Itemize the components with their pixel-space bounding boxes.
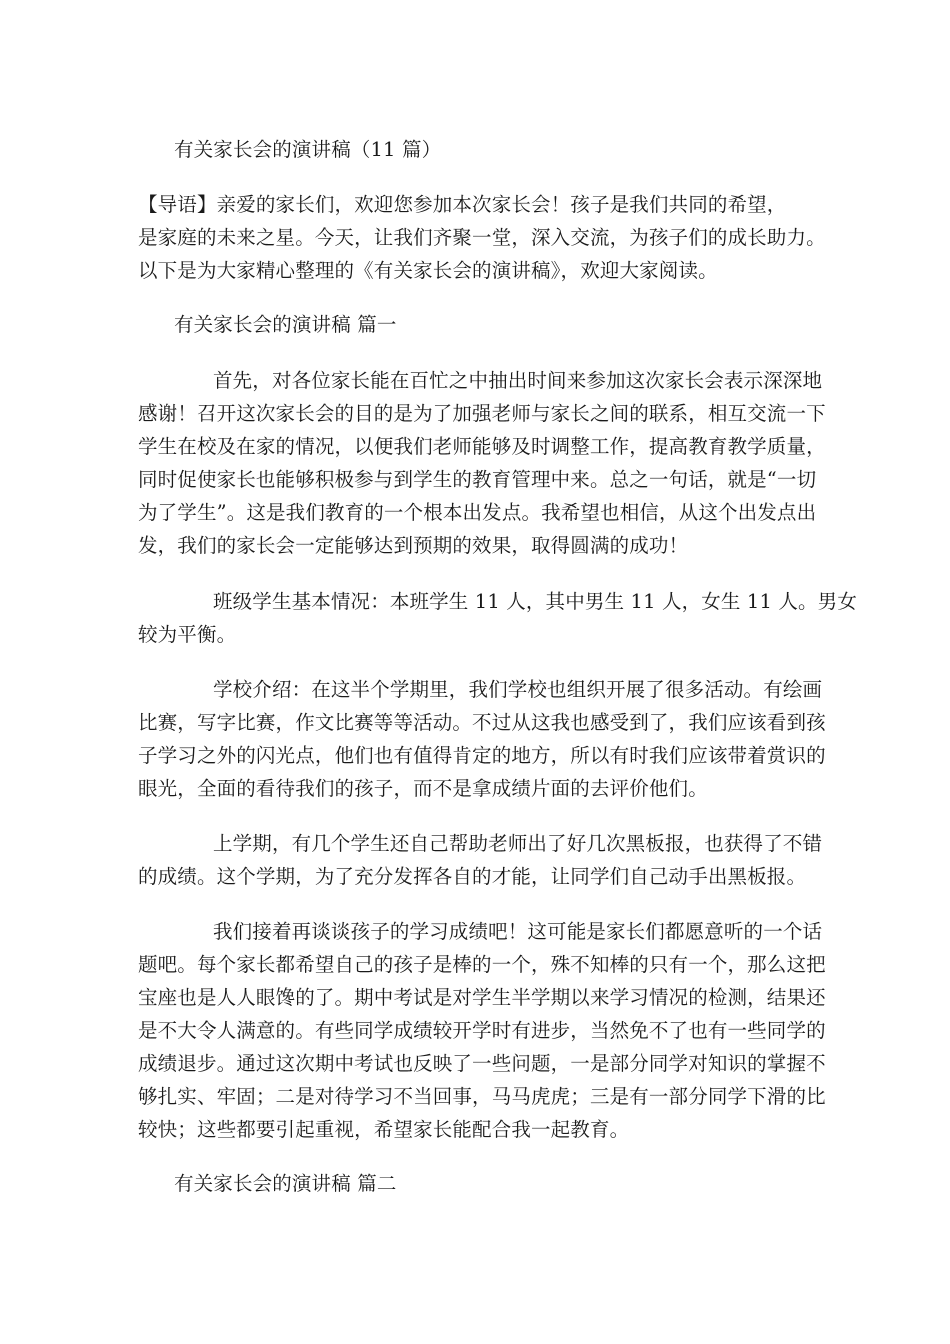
- paragraph-line: 我们接着再谈谈孩子的学习成绩吧！这可能是家长们都愿意听的一个话: [213, 920, 823, 943]
- paragraph-line: 发，我们的家长会一定能够达到预期的效果，取得圆满的成功！: [138, 534, 689, 557]
- paragraph-line: 学生在校及在家的情况，以便我们老师能够及时调整工作，提高教育教学质量，: [138, 435, 826, 458]
- paragraph-line: 比赛，写字比赛，作文比赛等等活动。不过从这我也感受到了，我们应该看到孩: [138, 711, 826, 734]
- paragraph-line: 的成绩。这个学期，为了充分发挥各自的才能，让同学们自己动手出黑板报。: [138, 865, 807, 888]
- paragraph-line: 较快；这些都要引起重视，希望家长能配合我一起教育。: [138, 1118, 630, 1141]
- section-heading-1: 有关家长会的演讲稿 篇一: [174, 313, 397, 336]
- paragraph-line: 首先，对各位家长能在百忙之中抽出时间来参加这次家长会表示深深地: [213, 369, 823, 392]
- paragraph-line: 感谢！召开这次家长会的目的是为了加强老师与家长之间的联系，相互交流一下: [138, 402, 826, 425]
- paragraph-line: 班级学生基本情况：本班学生 11 人，其中男生 11 人，女生 11 人。男女: [213, 590, 857, 613]
- paragraph-line: 够扎实、牢固；二是对待学习不当回事，马马虎虎；三是有一部分同学下滑的比: [138, 1085, 826, 1108]
- paragraph-line: 宝座也是人人眼馋的了。期中考试是对学生半学期以来学习情况的检测，结果还: [138, 986, 826, 1009]
- paragraph-line: 眼光，全面的看待我们的孩子，而不是拿成绩片面的去评价他们。: [138, 777, 708, 800]
- document-title: 有关家长会的演讲稿（11 篇）: [174, 138, 442, 161]
- paragraph-line: 成绩退步。通过这次期中考试也反映了一些问题，一是部分同学对知识的掌握不: [138, 1052, 826, 1075]
- paragraph-line: 上学期，有几个学生还自己帮助老师出了好几次黑板报，也获得了不错: [213, 832, 823, 855]
- intro-line: 是家庭的未来之星。今天，让我们齐聚一堂，深入交流，为孩子们的成长助力。: [138, 226, 826, 249]
- intro-line: 以下是为大家精心整理的《有关家长会的演讲稿》，欢迎大家阅读。: [138, 259, 718, 282]
- paragraph-line: 学校介绍：在这半个学期里，我们学校也组织开展了很多活动。有绘画: [213, 678, 823, 701]
- section-heading-2: 有关家长会的演讲稿 篇二: [174, 1172, 397, 1195]
- paragraph-line: 为了学生”。这是我们教育的一个根本出发点。我希望也相信，从这个出发点出: [138, 501, 817, 524]
- paragraph-line: 同时促使家长也能够积极参与到学生的教育管理中来。总之一句话，就是“一切: [138, 468, 817, 491]
- paragraph-line: 题吧。每个家长都希望自己的孩子是棒的一个，殊不知棒的只有一个，那么这把: [138, 953, 826, 976]
- paragraph-line: 子学习之外的闪光点，他们也有值得肯定的地方，所以有时我们应该带着赏识的: [138, 744, 826, 767]
- paragraph-line: 是不大令人满意的。有些同学成绩较开学时有进步，当然免不了也有一些同学的: [138, 1019, 826, 1042]
- intro-line: 【导语】亲爱的家长们，欢迎您参加本次家长会！孩子是我们共同的希望，: [138, 193, 787, 216]
- paragraph-line: 较为平衡。: [138, 623, 237, 646]
